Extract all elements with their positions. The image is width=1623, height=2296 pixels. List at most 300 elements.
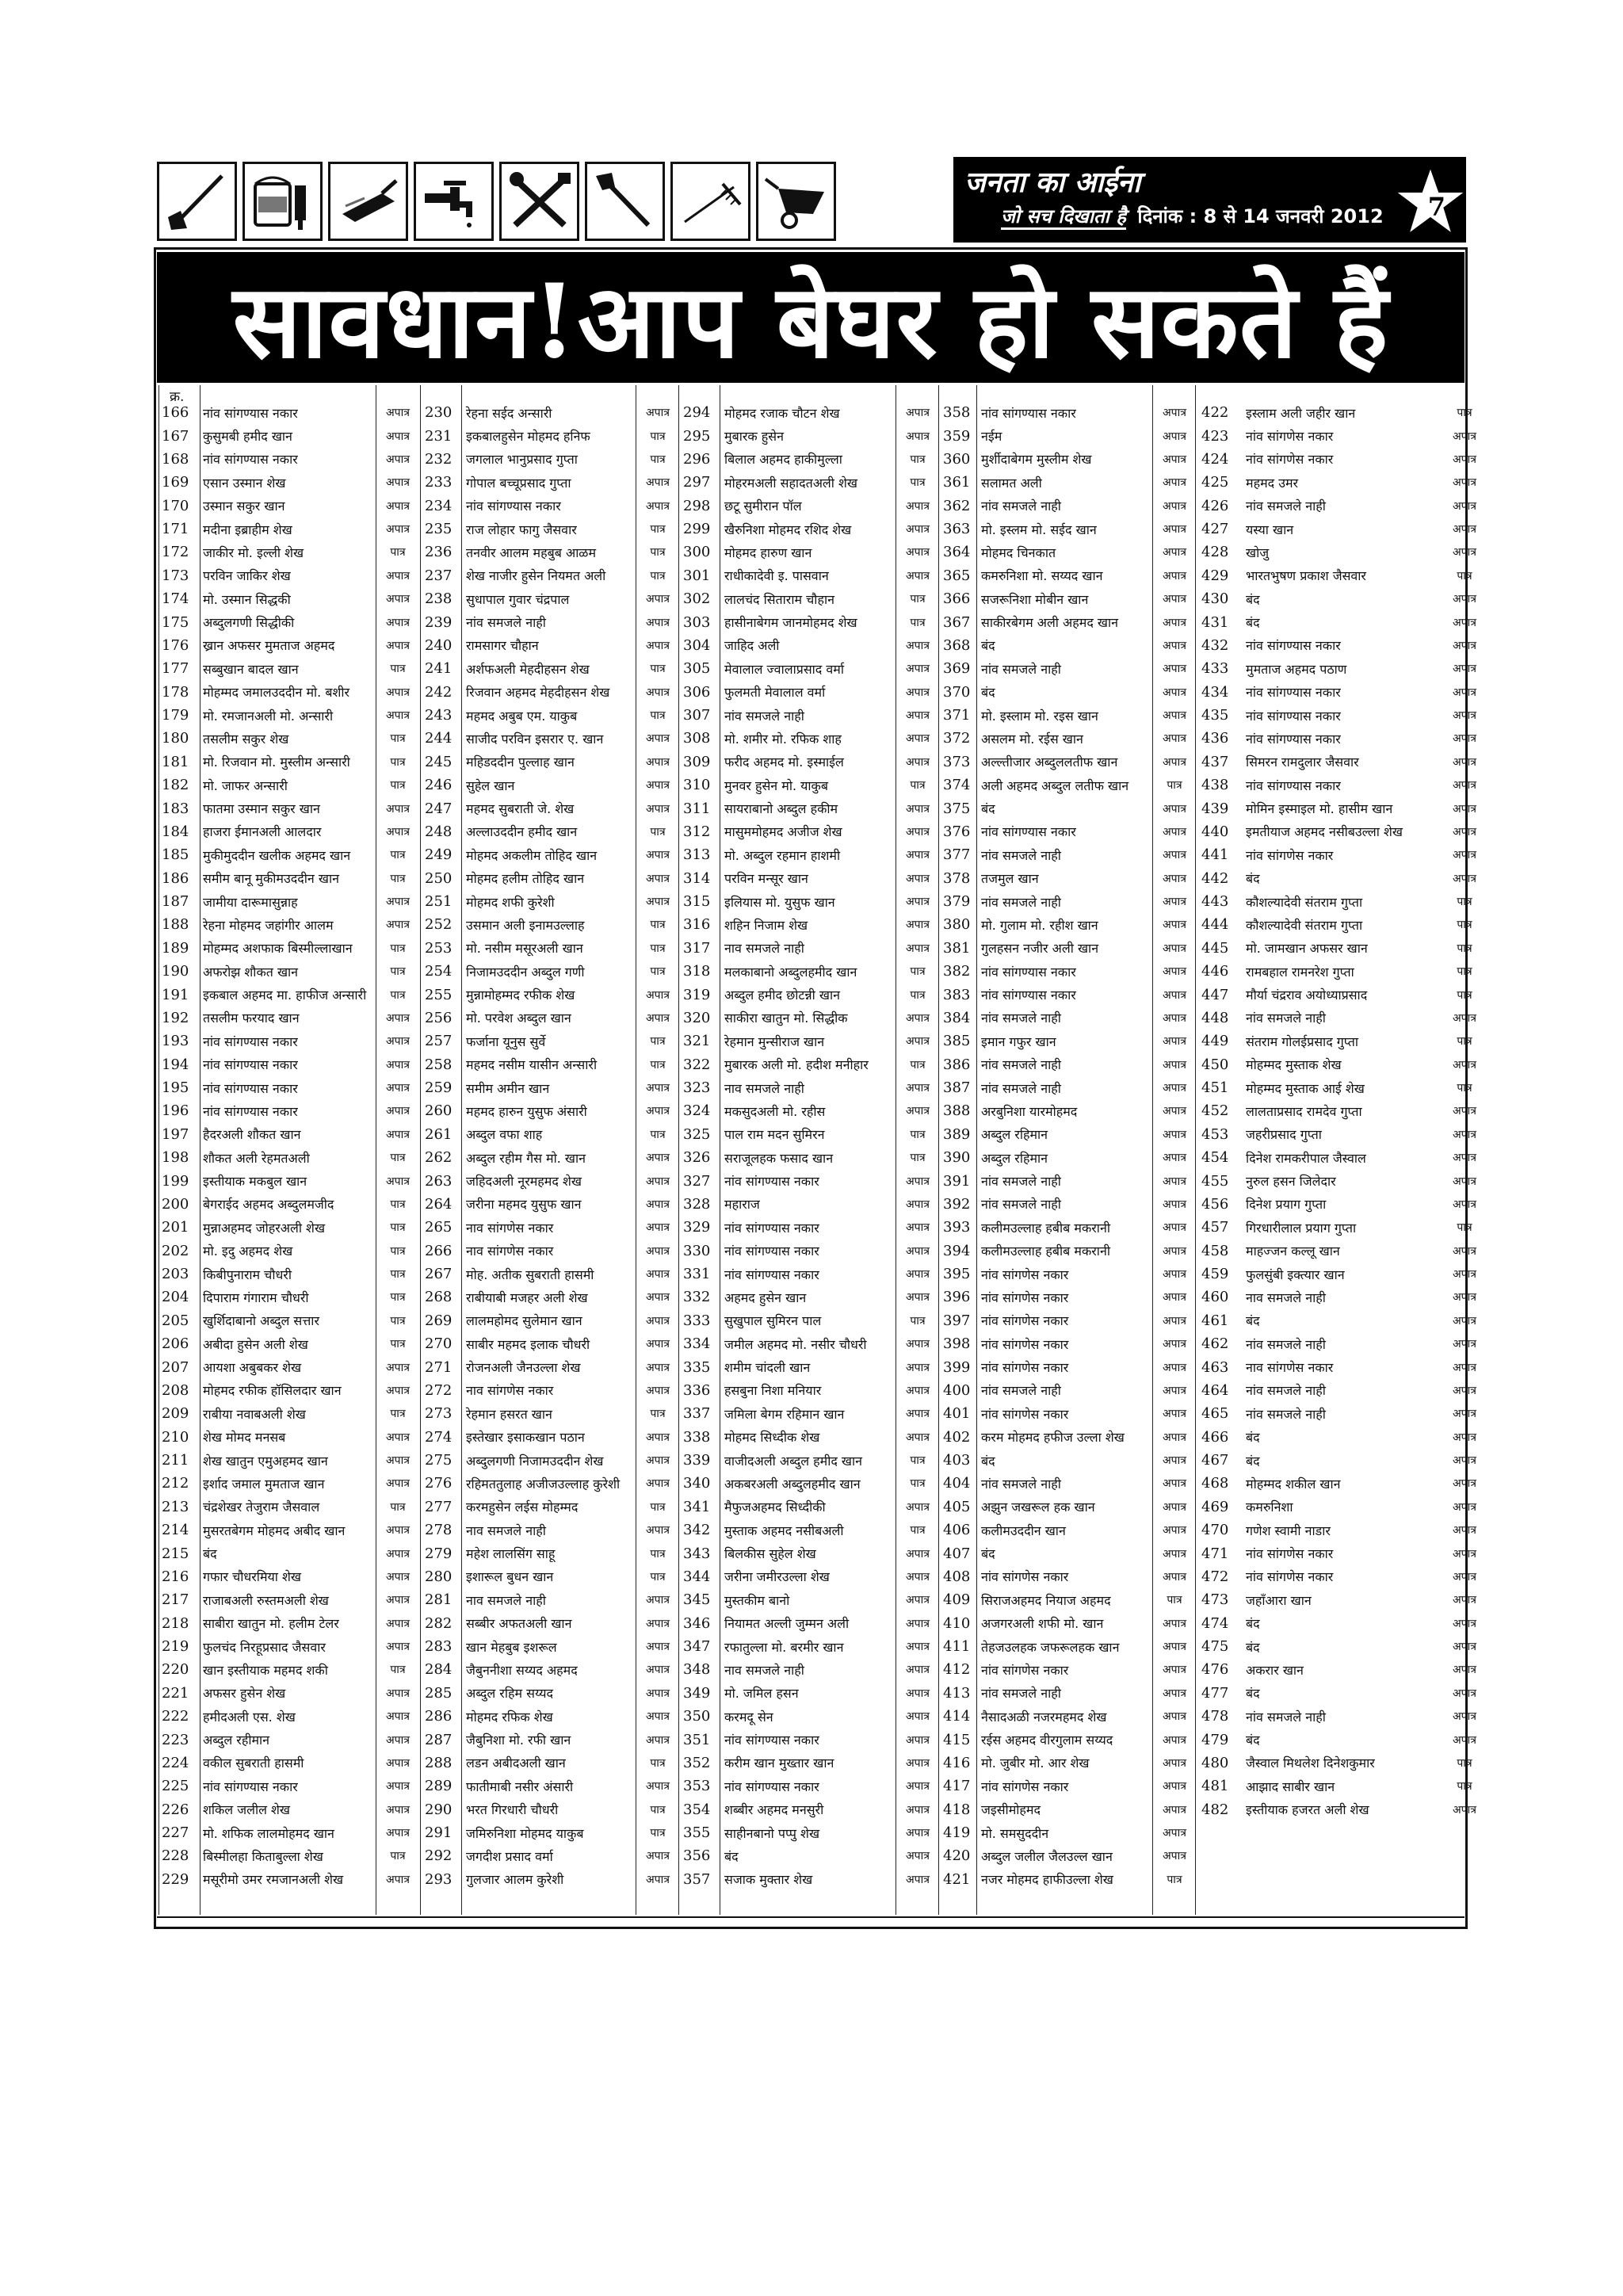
table-row xyxy=(422,1263,678,1286)
resident-name: मुसरतबेगम मोहमद अबीद खान xyxy=(203,1522,346,1538)
resident-name: इस्तीयाक मकबुल खान xyxy=(203,1174,307,1190)
table-row xyxy=(422,1076,678,1099)
table-row xyxy=(680,1169,938,1192)
table-row xyxy=(680,657,938,680)
table-row xyxy=(940,1565,1195,1588)
eligibility-status: पात्र xyxy=(390,1268,406,1282)
eligibility-status: पात्र xyxy=(650,1408,666,1421)
table-row xyxy=(940,774,1195,797)
resident-name: सब्बुखान बादल खान xyxy=(203,661,299,677)
eligibility-status: अपात्र xyxy=(1452,779,1476,793)
table-row xyxy=(422,564,678,587)
eligibility-status: अपात्र xyxy=(385,1710,410,1724)
resident-name: महाराज xyxy=(724,1197,760,1213)
resident-name: नांव समजले नाही xyxy=(1246,1709,1326,1725)
resident-name: रहिमततुलाह अजीजउल्लाह कुरेशी xyxy=(466,1476,621,1492)
resident-name: सायराबानो अब्दुल हकीम xyxy=(724,801,838,817)
serial-number: 434 xyxy=(1201,683,1229,701)
page-number: 7 xyxy=(1427,192,1445,222)
eligibility-status: पात्र xyxy=(1167,1594,1182,1607)
serial-number: 361 xyxy=(943,474,971,491)
newspaper-title: जनता का आईना xyxy=(964,166,1141,199)
table-row xyxy=(422,1519,678,1541)
eligibility-status: अपात्र xyxy=(1452,430,1476,443)
resident-name: कौशल्यादेवी संतराम गुप्ता xyxy=(1246,917,1363,933)
eligibility-status: अपात्र xyxy=(1162,1314,1186,1328)
resident-name: सलामत अली xyxy=(981,475,1042,491)
table-row xyxy=(1198,1402,1496,1425)
resident-name: नांव समजले नाही xyxy=(981,1686,1061,1702)
table-row xyxy=(1198,610,1496,633)
table-row xyxy=(1198,448,1496,471)
serial-number: 279 xyxy=(425,1545,453,1562)
issue-date: दिनांक : 8 से 14 जनवरी 2012 xyxy=(1137,205,1384,227)
eligibility-status: अपात्र xyxy=(385,639,410,652)
eligibility-status: पात्र xyxy=(650,1570,666,1584)
serial-number: 270 xyxy=(425,1335,453,1353)
serial-number: 378 xyxy=(943,869,971,887)
eligibility-status: अपात्र xyxy=(645,1641,670,1654)
resident-name: रामसागर चौहान xyxy=(466,638,539,654)
listing-column xyxy=(680,401,938,1915)
table-row xyxy=(158,1635,420,1658)
resident-name: अकबरअली अब्दुलहमीद खान xyxy=(724,1476,861,1492)
eligibility-status: अपात्र xyxy=(645,1198,670,1211)
table-row xyxy=(422,610,678,633)
serial-number: 460 xyxy=(1201,1289,1229,1306)
serial-number: 391 xyxy=(943,1172,971,1190)
serial-number: 357 xyxy=(683,1870,711,1888)
table-row xyxy=(1198,1635,1496,1658)
serial-number: 182 xyxy=(162,777,189,794)
resident-name: मकसुदअली मो. रहीस xyxy=(724,1103,826,1119)
resident-name: नांव सांगणेस नकार xyxy=(981,1778,1069,1794)
serial-number: 237 xyxy=(425,567,453,584)
serial-number: 221 xyxy=(162,1684,189,1702)
serial-number: 474 xyxy=(1201,1614,1229,1632)
resident-name: बंद xyxy=(1246,1430,1260,1446)
eligibility-status: अपात्र xyxy=(905,1198,930,1211)
resident-name: मुन्नाअहमद जोहरअली शेख xyxy=(203,1220,326,1236)
table-row xyxy=(940,1682,1195,1705)
table-row xyxy=(158,704,420,727)
resident-name: बंद xyxy=(981,638,995,654)
serial-number: 201 xyxy=(162,1219,189,1236)
resident-name: महमद सुबराती जे. शेख xyxy=(466,801,575,817)
serial-number: 269 xyxy=(425,1312,453,1329)
table-row xyxy=(680,1030,938,1052)
eligibility-status: अपात्र xyxy=(1452,1454,1476,1468)
resident-name: अबीदा हुसेन अली शेख xyxy=(203,1336,308,1352)
resident-name: शब्बीर अहमद मनसुरी xyxy=(724,1802,824,1818)
resident-name: नांव समजले नाही xyxy=(1246,1336,1326,1352)
table-row xyxy=(680,1588,938,1611)
table-row xyxy=(680,867,938,890)
resident-name: इस्लाम अली जहीर खान xyxy=(1246,405,1356,421)
eligibility-status: पात्र xyxy=(650,1827,666,1840)
table-row xyxy=(1198,1146,1496,1169)
serial-number: 478 xyxy=(1201,1708,1229,1725)
resident-name: रेहना मोहमद जहांगीर आलम xyxy=(203,917,334,933)
serial-number: 376 xyxy=(943,823,971,840)
table-row xyxy=(1198,727,1496,750)
serial-number: 298 xyxy=(683,497,711,514)
resident-name: अब्दुल रहिमान xyxy=(981,1127,1048,1143)
table-row xyxy=(680,1379,938,1402)
resident-name: जमील अहमद मो. नसीर चौधरी xyxy=(724,1336,867,1352)
eligibility-status: पात्र xyxy=(390,1850,406,1863)
serial-number: 409 xyxy=(943,1591,971,1609)
eligibility-status: अपात्र xyxy=(385,1105,410,1118)
resident-name: इमतीयाज अहमद नसीबउल्ला शेख xyxy=(1246,824,1403,840)
serial-number: 462 xyxy=(1201,1335,1229,1353)
resident-name: फुलमती मेवालाल वर्मा xyxy=(724,685,826,701)
eligibility-status: अपात्र xyxy=(1162,732,1186,746)
serial-number: 353 xyxy=(683,1778,711,1795)
resident-name: नाव सांगणेस नकार xyxy=(1246,1360,1334,1376)
resident-name: अकरार खान xyxy=(1246,1662,1304,1678)
resident-name: उस्मान सकुर खान xyxy=(203,499,285,514)
table-row xyxy=(940,1821,1195,1844)
eligibility-status: अपात्र xyxy=(1162,1500,1186,1514)
table-row xyxy=(940,1635,1195,1658)
table-row xyxy=(680,1844,938,1867)
table-row xyxy=(680,1821,938,1844)
eligibility-status: अपात्र xyxy=(905,1803,930,1817)
table-row xyxy=(1198,657,1496,680)
table-row xyxy=(158,1728,420,1751)
serial-number: 302 xyxy=(683,590,711,608)
table-row xyxy=(422,1007,678,1030)
table-row xyxy=(158,1379,420,1402)
eligibility-status: अपात्र xyxy=(905,942,930,955)
serial-number: 480 xyxy=(1201,1754,1229,1771)
serial-number: 260 xyxy=(425,1102,453,1120)
serial-number: 214 xyxy=(162,1522,189,1539)
resident-name: मोमिन इस्माइल मो. हासीम खान xyxy=(1246,801,1393,817)
eligibility-status: पात्र xyxy=(650,1547,666,1561)
table-row xyxy=(680,681,938,704)
serial-number: 349 xyxy=(683,1684,711,1702)
eligibility-status: पात्र xyxy=(910,988,926,1002)
resident-name: साहीनबानो पप्पु शेख xyxy=(724,1825,820,1841)
table-row xyxy=(158,1752,420,1775)
table-row xyxy=(158,1286,420,1308)
eligibility-status: अपात्र xyxy=(385,1035,410,1049)
eligibility-status: अपात्र xyxy=(1162,453,1186,466)
table-row xyxy=(680,774,938,797)
resident-name: रेहमान हसरत खान xyxy=(466,1406,552,1422)
serial-number: 188 xyxy=(162,916,189,934)
resident-name: महिडददीन पुल्लाह खान xyxy=(466,755,575,770)
resident-name: नांव समजले नाही xyxy=(981,499,1061,514)
eligibility-status: अपात्र xyxy=(1452,1198,1476,1211)
table-row xyxy=(940,1355,1195,1378)
serial-number: 258 xyxy=(425,1056,453,1073)
resident-name: हमीदअली एस. शेख xyxy=(203,1709,296,1725)
table-row xyxy=(422,1123,678,1146)
eligibility-status: अपात्र xyxy=(905,523,930,537)
table-row xyxy=(1198,1798,1496,1821)
eligibility-status: अपात्र xyxy=(645,1710,670,1724)
eligibility-status: अपात्र xyxy=(1162,1082,1186,1095)
serial-number: 247 xyxy=(425,800,453,817)
serial-number: 427 xyxy=(1201,521,1229,538)
serial-number: 416 xyxy=(943,1754,971,1771)
resident-name: नांव सांगण्यास नकार xyxy=(1246,638,1341,654)
serial-number: 271 xyxy=(425,1358,453,1376)
resident-name: नांव समजले नाही xyxy=(1246,1406,1326,1422)
table-row xyxy=(422,1658,678,1681)
table-row xyxy=(680,1541,938,1564)
serial-number: 323 xyxy=(683,1079,711,1097)
resident-name: करमहुसेन लईस मोहम्मद xyxy=(466,1499,579,1515)
table-row xyxy=(1198,634,1496,657)
serial-number: 408 xyxy=(943,1568,971,1585)
eligibility-status: अपात्र xyxy=(1162,1105,1186,1118)
eligibility-status: पात्र xyxy=(650,1035,666,1049)
wheelbarrow-icon xyxy=(756,162,836,241)
serial-number: 223 xyxy=(162,1731,189,1748)
eligibility-status: अपात्र xyxy=(645,988,670,1002)
serial-number: 291 xyxy=(425,1824,453,1842)
serial-number: 377 xyxy=(943,846,971,864)
table-row xyxy=(680,1868,938,1891)
serial-number: 259 xyxy=(425,1079,453,1097)
serial-number: 401 xyxy=(943,1405,971,1423)
resident-name: साबीर महमद इलाक चौधरी xyxy=(466,1336,590,1352)
eligibility-status: अपात्र xyxy=(1162,407,1186,420)
serial-number: 406 xyxy=(943,1522,971,1539)
eligibility-status: अपात्र xyxy=(385,1547,410,1561)
table-row xyxy=(1198,1588,1496,1611)
resident-name: जहाँआरा खान xyxy=(1246,1592,1312,1608)
serial-number: 363 xyxy=(943,521,971,538)
eligibility-status: अपात्र xyxy=(1162,942,1186,955)
serial-number: 437 xyxy=(1201,753,1229,770)
eligibility-status: अपात्र xyxy=(1452,476,1476,490)
serial-number: 283 xyxy=(425,1638,453,1656)
resident-name: निजामउददीन अब्दुल गणी xyxy=(466,964,585,980)
eligibility-status: अपात्र xyxy=(1162,523,1186,537)
resident-name: जरीना जमीरउल्ला शेख xyxy=(724,1569,830,1585)
serial-number: 310 xyxy=(683,777,711,794)
table-row xyxy=(158,843,420,866)
eligibility-status: अपात्र xyxy=(905,430,930,443)
eligibility-status: अपात्र xyxy=(385,453,410,466)
eligibility-status: अपात्र xyxy=(645,407,670,420)
eligibility-status: अपात्र xyxy=(1452,639,1476,652)
table-row xyxy=(422,657,678,680)
resident-name: लालमहोमद सुलेमान खान xyxy=(466,1313,582,1329)
eligibility-status: अपात्र xyxy=(1162,1175,1186,1188)
serial-number: 464 xyxy=(1201,1381,1229,1399)
resident-name: इस्तेखार इसाकखान पठान xyxy=(466,1430,585,1446)
resident-name: लडन अबीदअली खान xyxy=(466,1755,566,1771)
serial-number: 476 xyxy=(1201,1661,1229,1679)
table-row xyxy=(1198,913,1496,936)
eligibility-status: अपात्र xyxy=(645,1431,670,1444)
resident-name: राज लोहार फागु जैसवार xyxy=(466,521,577,537)
table-row xyxy=(422,913,678,936)
resident-name: दिनेश रामकरीपाल जैस्वाल xyxy=(1246,1150,1366,1166)
resident-name: नाव समजले नाही xyxy=(466,1592,546,1608)
resident-name: नांव सांगणेस नकार xyxy=(1246,1546,1334,1562)
masthead xyxy=(953,157,1466,243)
serial-number: 263 xyxy=(425,1172,453,1190)
resident-name: जाकीर मो. इल्ली शेख xyxy=(203,544,304,560)
serial-number: 217 xyxy=(162,1591,189,1609)
serial-number: 452 xyxy=(1201,1102,1229,1120)
table-row xyxy=(680,1635,938,1658)
table-row xyxy=(940,1541,1195,1564)
eligibility-status: अपात्र xyxy=(1162,1664,1186,1677)
resident-name: नांव समजले नाही xyxy=(981,1080,1061,1096)
eligibility-status: अपात्र xyxy=(1162,1152,1186,1165)
eligibility-status: अपात्र xyxy=(1162,1454,1186,1468)
serial-number: 321 xyxy=(683,1033,711,1050)
table-row xyxy=(1198,1658,1496,1681)
resident-name: महमद नसीम यासीन अन्सारी xyxy=(466,1057,598,1073)
serial-number: 456 xyxy=(1201,1195,1229,1213)
resident-name: मेवालाल ज्वालाप्रसाद वर्मा xyxy=(724,661,844,677)
serial-number: 371 xyxy=(943,707,971,724)
table-row xyxy=(158,1123,420,1146)
resident-name: फुलचंद निरहूप्रसाद जैसवार xyxy=(203,1639,326,1655)
table-row xyxy=(1198,1705,1496,1728)
table-row xyxy=(158,564,420,587)
table-row xyxy=(422,1752,678,1775)
table-row xyxy=(680,1216,938,1239)
eligibility-status: अपात्र xyxy=(1452,1431,1476,1444)
table-row xyxy=(158,820,420,843)
serial-number: 338 xyxy=(683,1428,711,1446)
serial-number: 440 xyxy=(1201,823,1229,840)
table-row xyxy=(1198,774,1496,797)
serial-number: 235 xyxy=(425,521,453,538)
table-row xyxy=(158,1263,420,1286)
table-row xyxy=(940,1146,1195,1169)
serial-number: 250 xyxy=(425,869,453,887)
serial-number: 256 xyxy=(425,1009,453,1026)
table-row xyxy=(940,1496,1195,1519)
serial-number: 324 xyxy=(683,1102,711,1120)
resident-name: नांव समजले नाही xyxy=(981,894,1061,910)
eligibility-status: अपात्र xyxy=(1452,1500,1476,1514)
serial-number: 295 xyxy=(683,427,711,445)
table-row xyxy=(940,727,1195,750)
resident-name: सिमरन रामदुलार जैसवार xyxy=(1246,755,1359,770)
serial-number: 345 xyxy=(683,1591,711,1609)
serial-number: 234 xyxy=(425,497,453,514)
table-row xyxy=(1198,401,1496,424)
table-row xyxy=(422,937,678,960)
table-row xyxy=(422,448,678,471)
serial-number: 359 xyxy=(943,427,971,445)
eligibility-status: अपात्र xyxy=(1452,1710,1476,1724)
serial-number: 467 xyxy=(1201,1452,1229,1469)
resident-name: जरीना महमद युसुफ खान xyxy=(466,1197,582,1213)
eligibility-status: अपात्र xyxy=(905,732,930,746)
resident-name: नांव सांगण्यास नकार xyxy=(724,1244,819,1259)
eligibility-status: पात्र xyxy=(650,965,666,979)
resident-name: रेहमान मुन्सीराज खान xyxy=(724,1033,825,1049)
table-row xyxy=(680,1332,938,1355)
table-row xyxy=(1198,1565,1496,1588)
resident-name: समीम अमीन खान xyxy=(466,1080,550,1096)
serial-number: 327 xyxy=(683,1172,711,1190)
resident-name: खान मेहबुब इशरूल xyxy=(466,1639,557,1655)
serial-number: 307 xyxy=(683,707,711,724)
eligibility-status: अपात्र xyxy=(645,849,670,862)
eligibility-status: अपात्र xyxy=(1162,965,1186,979)
eligibility-status: पात्र xyxy=(390,779,406,793)
serial-number: 443 xyxy=(1201,893,1229,911)
eligibility-status: अपात्र xyxy=(905,1105,930,1118)
resident-name: रईस अहमद वीरगुलाम सय्यद xyxy=(981,1733,1113,1748)
table-row xyxy=(940,471,1195,494)
eligibility-status: पात्र xyxy=(390,849,406,862)
resident-name: मो. रमजानअली मो. अन्सारी xyxy=(203,708,334,724)
serial-number: 316 xyxy=(683,916,711,934)
resident-name: मुर्शीदाबेगम मुस्लीम शेख xyxy=(981,452,1092,468)
eligibility-status: अपात्र xyxy=(1452,546,1476,560)
table-row xyxy=(1198,1076,1496,1099)
table-row xyxy=(680,448,938,471)
resident-name: नांव सांगण्यास नकार xyxy=(203,1103,298,1119)
table-row xyxy=(940,867,1195,890)
table-row xyxy=(940,1007,1195,1030)
resident-name: करम मोहमद हफीज उल्ला शेख xyxy=(981,1430,1125,1446)
table-row xyxy=(940,843,1195,866)
column-divider xyxy=(1195,385,1196,1915)
eligibility-status: पात्र xyxy=(1457,965,1472,979)
serial-number: 238 xyxy=(425,590,453,608)
table-row xyxy=(940,1193,1195,1216)
table-row xyxy=(158,1496,420,1519)
resident-name: रेहना सईद अन्सारी xyxy=(466,405,552,421)
serial-number: 329 xyxy=(683,1219,711,1236)
resident-name: वकील सुबराती हासमी xyxy=(203,1755,304,1771)
table-row xyxy=(422,401,678,424)
eligibility-status: अपात्र xyxy=(1452,1687,1476,1700)
eligibility-status: अपात्र xyxy=(1162,1803,1186,1817)
eligibility-status: अपात्र xyxy=(645,686,670,699)
table-row xyxy=(158,1007,420,1030)
resident-name: नांव समजले नाही xyxy=(724,708,804,724)
resident-name: नांव सांगण्यास नकार xyxy=(981,824,1076,840)
resident-name: माहज्जन कल्लू खान xyxy=(1246,1244,1340,1259)
serial-number: 381 xyxy=(943,939,971,957)
serial-number: 261 xyxy=(425,1125,453,1143)
resident-name: मोहरमअली सहादतअली शेख xyxy=(724,475,857,491)
table-row xyxy=(422,1099,678,1122)
table-row xyxy=(940,1449,1195,1472)
eligibility-status: पात्र xyxy=(650,942,666,955)
resident-name: मुमताज अहमद पठाण xyxy=(1246,661,1347,677)
resident-name: मौर्या चंद्रराव अयोध्याप्रसाद xyxy=(1246,988,1368,1003)
resident-name: राबीया नवाबअली शेख xyxy=(203,1406,306,1422)
resident-name: नांव सांगण्यास नकार xyxy=(203,1080,298,1096)
resident-name: नांव समजले नाही xyxy=(466,615,546,631)
serial-number: 380 xyxy=(943,916,971,934)
resident-name: नांव सांगण्यास नकार xyxy=(1246,685,1341,701)
serial-number: 426 xyxy=(1201,497,1229,514)
resident-name: बेगराईद अहमद अब्दुलमजीद xyxy=(203,1197,334,1213)
serial-number: 277 xyxy=(425,1498,453,1515)
table-row xyxy=(158,1682,420,1705)
table-row xyxy=(680,1240,938,1263)
